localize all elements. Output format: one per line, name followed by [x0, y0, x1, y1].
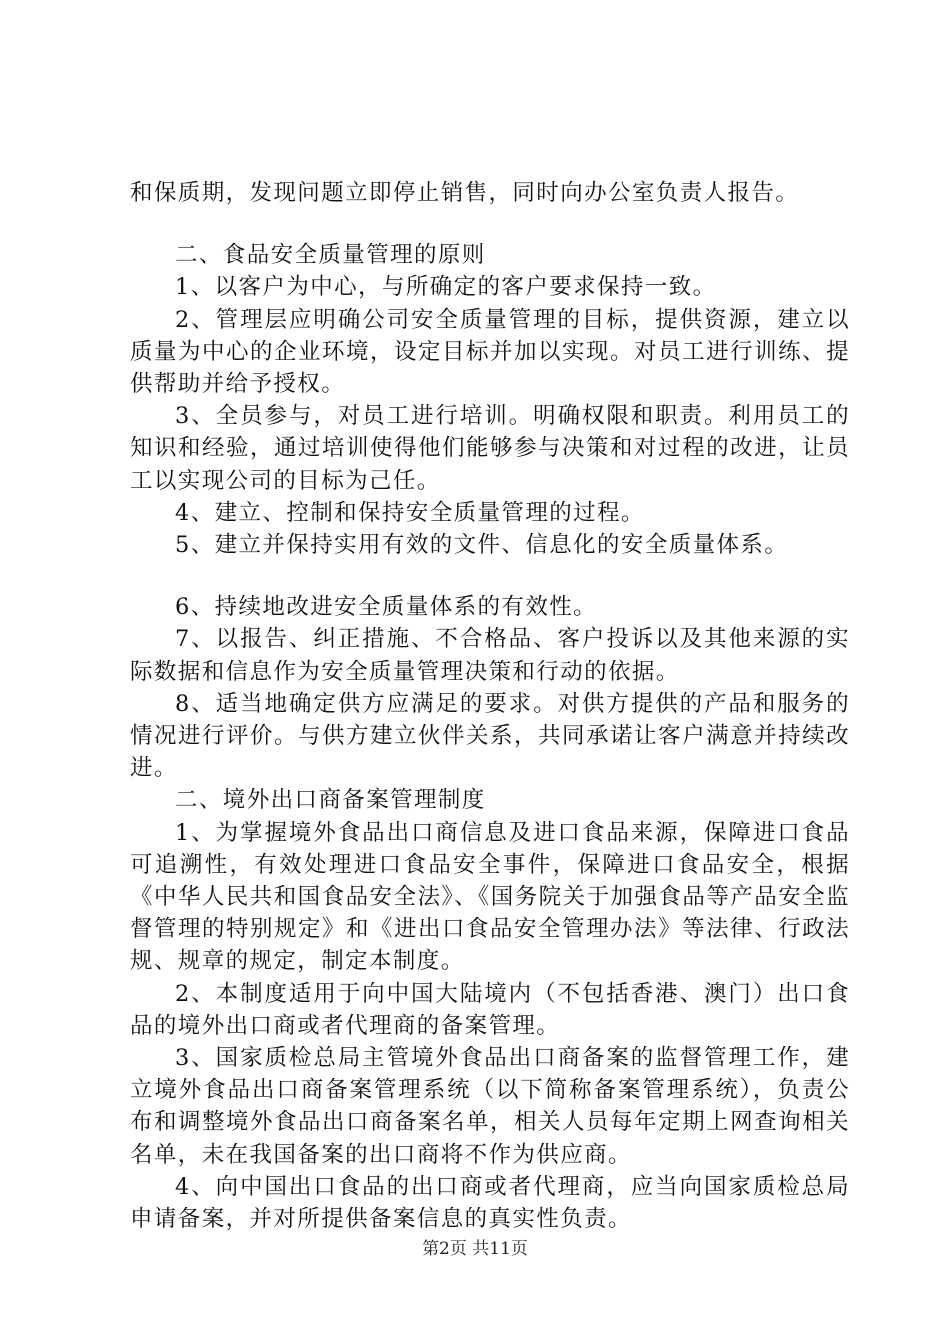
paragraph-registration-4: 4、向中国出口食品的出口商或者代理商，应当向国家质检总局申请备案，并对所提供备案信息的真实性负责。 [130, 1173, 850, 1233]
paragraph-registration-1: 1、为掌握境外食品出口商信息及进口食品来源，保障进口食品可追溯性，有效处理进口食品安全事件，保障进口食品安全，根据《中华人民共和国食品安全法》、《国务院关于加强食品等产品安全监督管理的特别规定》和《进出口食品安全管理办法》等法律、行政法规、规章的规定，制定本制度。 [130, 819, 850, 975]
section-heading-principles: 二、食品安全质量管理的原则 [175, 242, 486, 269]
paragraph-principle-5: 5、建立并保持实用有效的文件、信息化的安全质量体系。 [175, 532, 789, 559]
paragraph-principle-2: 2、管理层应明确公司安全质量管理的目标，提供资源，建立以质量为中心的企业环境，设定目标并加以实现。对员工进行训练、提供帮助并给予授权。 [130, 306, 850, 398]
paragraph-continuation: 和保质期，发现问题立即停止销售，同时向办公室负责人报告。 [130, 180, 800, 206]
section-heading-exporter-registration: 二、境外出口商备案管理制度 [175, 787, 486, 814]
paragraph-registration-3: 3、国家质检总局主管境外食品出口商备案的监督管理工作，建立境外食品出口商备案管理系统（以下简称备案管理系统），负责公布和调整境外食品出口商备案名单，相关人员每年定期上网查询相关名单，未在我国备案的出口商将不作为供应商。 [130, 1045, 850, 1168]
paragraph-principle-7: 7、以报告、纠正措施、不合格品、客户投诉以及其他来源的实际数据和信息作为安全质量管理决策和行动的依据。 [130, 626, 850, 685]
paragraph-principle-4: 4、建立、控制和保持安全质量管理的过程。 [175, 499, 645, 526]
paragraph-principle-6: 6、持续地改进安全质量体系的有效性。 [175, 594, 598, 621]
paragraph-principle-3: 3、全员参与，对员工进行培训。明确权限和职责。利用员工的知识和经验，通过培训使得他们能够参与决策和对过程的改进，让员工以实现公司的目标为己任。 [130, 403, 850, 494]
document-body [130, 177, 850, 1235]
paragraph-principle-1: 1、以客户为中心，与所确定的客户要求保持一致。 [175, 274, 717, 301]
paragraph-registration-2: 2、本制度适用于向中国大陆境内（不包括香港、澳门）出口食品的境外出口商或者代理商的备案管理。 [130, 980, 850, 1039]
page-number-footer: 第2页 共11页 [422, 1239, 528, 1259]
paragraph-principle-8: 8、适当地确定供方应满足的要求。对供方提供的产品和服务的情况进行评价。与供方建立伙伴关系，共同承诺让客户满意并持续改进。 [130, 690, 850, 782]
